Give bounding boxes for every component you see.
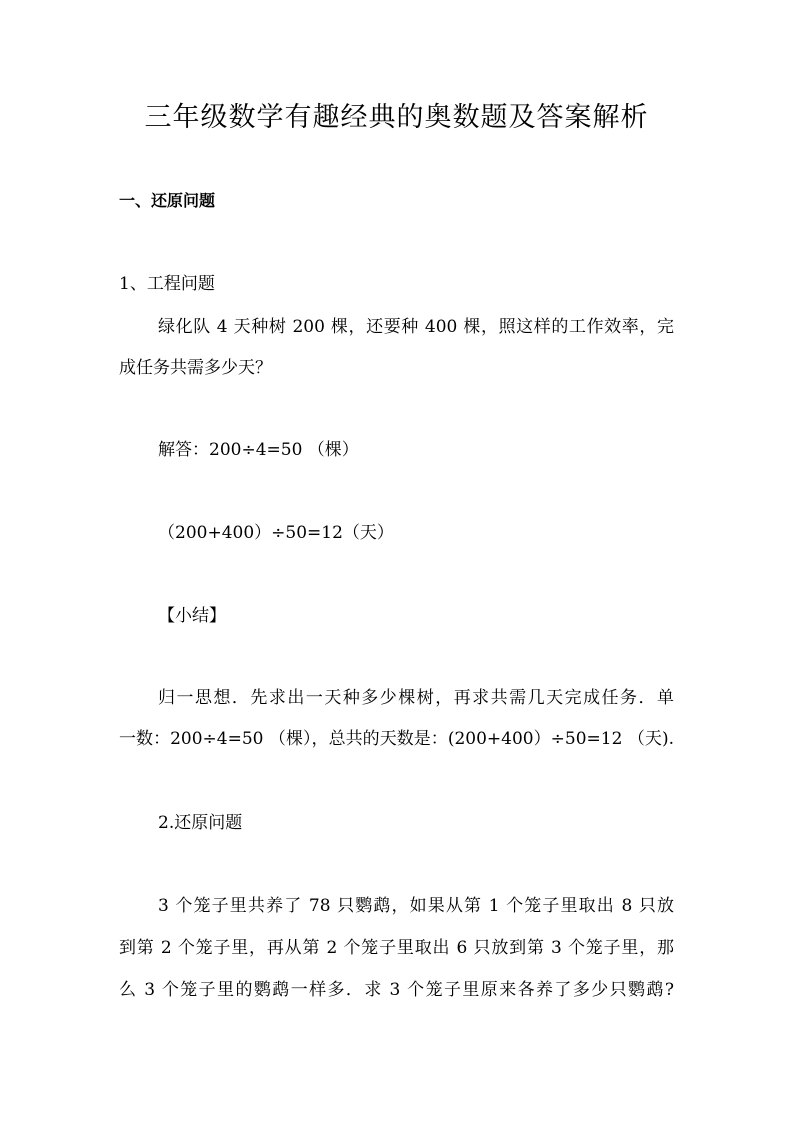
problem-2-heading: 2.还原问题 — [158, 813, 243, 833]
problem-2-question-line-1: 3 个笼子里共养了 78 只鹦鹉，如果从第 1 个笼子里取出 8 只放 — [158, 896, 674, 916]
problem-1-heading: 1、工程问题 — [119, 274, 215, 294]
page-title: 三年级数学有趣经典的奥数题及答案解析 — [144, 102, 649, 133]
problem-1-summary-line-1: 归一思想．先求出一天种多少棵树，再求共需几天完成任务．单 — [158, 688, 674, 708]
problem-1-question-line-1: 绿化队 4 天种树 200 棵，还要种 400 棵，照这样的工作效率，完 — [158, 317, 674, 337]
section-heading-restore-problems: 一、还原问题 — [119, 191, 216, 210]
problem-2-question-line-3: 么 3 个笼子里的鹦鹉一样多．求 3 个笼子里原来各养了多少只鹦鹉? — [119, 980, 674, 1000]
problem-1-question-line-2: 成任务共需多少天？ — [119, 358, 272, 378]
problem-2-question-line-2: 到第 2 个笼子里，再从第 2 个笼子里取出 6 只放到第 3 个笼子里，那 — [119, 938, 674, 958]
problem-1-summary-label: 【小结】 — [158, 606, 226, 626]
problem-1-answer-line-1: 解答：200÷4=50 （棵） — [158, 440, 359, 460]
problem-1-summary-line-2: 一数：200÷4=50 （棵），总共的天数是：(200+400）÷50=12 （天). — [119, 729, 674, 749]
problem-1-answer-line-2: （200+400）÷50=12（天） — [158, 523, 394, 543]
